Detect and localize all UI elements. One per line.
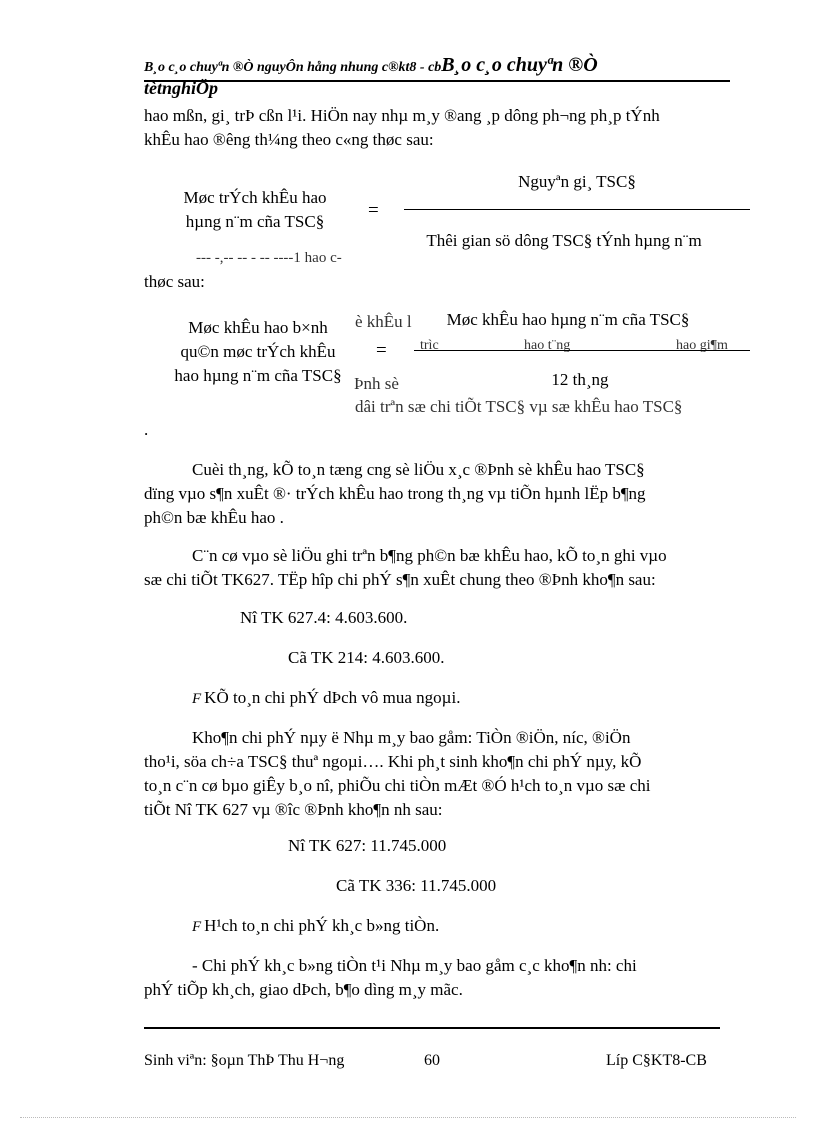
pointer-icon: F xyxy=(192,919,202,935)
footer-class: Líp C§KT8-CB xyxy=(606,1052,707,1069)
section1-heading xyxy=(192,688,460,708)
formula2-lhs-line3: hao hµng n¨m cña TSC§ xyxy=(174,366,342,385)
header-title-line2: tètnghiÖp xyxy=(144,78,219,98)
formula2-lhs-line2: qu©n møc trÝch khÊu xyxy=(180,342,336,361)
garbled-line-c: dâi trªn sæ chi tiÕt TSC§ vµ sæ khÊu hao TSC§ xyxy=(355,397,683,416)
entry2-debit: Nî TK 627: 11.745.000 xyxy=(288,836,447,855)
garbled-line-b: thøc sau: xyxy=(144,272,205,291)
section2-title: H¹ch to¸n chi phÝ kh¸c b»ng tiÒn. xyxy=(204,916,440,935)
section1-title: KÕ to¸n chi phÝ dÞch vô mua ngoµi. xyxy=(204,688,461,707)
para3-line-2: tho¹i, söa ch÷a TSC§ thuª ngoµi…. Khi ph¸t sinh kho¶n chi phÝ nµy, kÕ xyxy=(144,752,642,771)
garbled-line-a: --- -,-- -- - -- ----1 hao c- xyxy=(196,250,342,266)
garbled-frag-4: hao gi¶m xyxy=(676,338,728,353)
para1-line-1: Cuèi th¸ng, kÕ to¸n tæng cng sè liÖu x¸c ®Þnh sè khÊu hao TSC§ xyxy=(192,460,645,479)
para3-line-1: Kho¶n chi phÝ nµy ë Nhµ m¸y bao gåm: TiÒn ®iÖn, níc, ®iÖn xyxy=(192,728,631,747)
footer-student: Sinh viªn: §oµn ThÞ Thu H¬ng xyxy=(144,1052,345,1069)
header-title-part2: B¸o c¸o chuyªn ®Ò xyxy=(441,54,598,76)
formula1-equals: = xyxy=(368,200,379,221)
formula2-numerator: Møc khÊu hao hµng n¨m cña TSC§ xyxy=(446,310,690,329)
para4-line-2: phÝ tiÕp kh¸ch, giao dÞch, b¶o dìng m¸y mãc. xyxy=(144,980,463,999)
para2-line-2: sæ chi tiÕt TK627. TËp hîp chi phÝ s¶n xuÊt chung theo ®Þnh kho¶n sau: xyxy=(144,570,656,589)
formula2-equals: = xyxy=(376,340,387,361)
garbled-frag-5: Þnh sè xyxy=(354,374,399,393)
formula2-lhs-line1: Møc khÊu hao b×nh xyxy=(188,318,328,337)
para1-line-3: ph©n bæ khÊu hao . xyxy=(144,508,284,527)
garbled-dot: . xyxy=(144,420,149,439)
pointer-icon: F xyxy=(192,691,202,707)
formula1-lhs-line2: hµng n¨m cña TSC§ xyxy=(185,212,325,231)
formula1-lhs-line1: Møc trÝch khÊu hao xyxy=(183,188,327,207)
header-rule xyxy=(144,80,730,82)
garbled-frag-2: trìc xyxy=(420,338,439,353)
para2-line-1: C¨n cø vµo sè liÖu ghi trªn b¶ng ph©n bæ khÊu hao, kÕ to¸n ghi vµo xyxy=(192,546,667,565)
footer-page-number: 60 xyxy=(424,1052,440,1069)
para3-line-3: to¸n c¨n cø bµo giÊy b¸o nî, phiÕu chi tiÒn mÆt ®Ó h¹ch to¸n vµo sæ chi xyxy=(144,776,651,795)
intro-line-1: hao mßn, gi¸ trÞ cßn l¹i. HiÖn nay nhµ m¸y ®ang ¸p dông ph¬ng ph¸p tÝnh xyxy=(144,106,660,125)
formula1-fraction-line xyxy=(404,209,750,210)
garbled-frag-3: hao t¨ng xyxy=(524,338,571,353)
section2-heading xyxy=(192,916,439,936)
footer-rule xyxy=(144,1027,720,1029)
entry1-debit: Nî TK 627.4: 4.603.600. xyxy=(240,608,408,627)
para3-line-4: tiÕt Nî TK 627 vµ ®îc ®Þnh kho¶n nh sau: xyxy=(144,800,443,819)
formula2-fraction-line xyxy=(414,350,750,351)
header-title-part1: B¸o c¸o chuyªn ®Ò nguyÔn hång nhung c®kt8 - cb xyxy=(144,60,442,75)
formula1-denominator: Thêi gian sö dông TSC§ tÝnh hµng n¨m xyxy=(426,231,702,250)
entry2-credit: Cã TK 336: 11.745.000 xyxy=(336,876,497,895)
formula1-numerator: Nguyªn gi¸ TSC§ xyxy=(518,172,636,191)
formula2-denominator: 12 th¸ng xyxy=(551,370,609,389)
header-title xyxy=(144,54,598,77)
intro-line-2: khÊu hao ®êng th¼ng theo c«ng thøc sau: xyxy=(144,130,434,149)
para4-line-1: - Chi phÝ kh¸c b»ng tiÒn t¹i Nhµ m¸y bao gåm c¸c kho¶n nh: chi xyxy=(192,956,637,975)
para1-line-2: dïng vµo s¶n xuÊt ®· trÝch khÊu hao trong th¸ng vµ tiÕn hµnh lËp b¶ng xyxy=(144,484,646,503)
entry1-credit: Cã TK 214: 4.603.600. xyxy=(288,648,445,667)
garbled-frag-1: è khÊu l xyxy=(355,312,412,331)
page-bottom-dotted-rule xyxy=(20,1117,796,1118)
